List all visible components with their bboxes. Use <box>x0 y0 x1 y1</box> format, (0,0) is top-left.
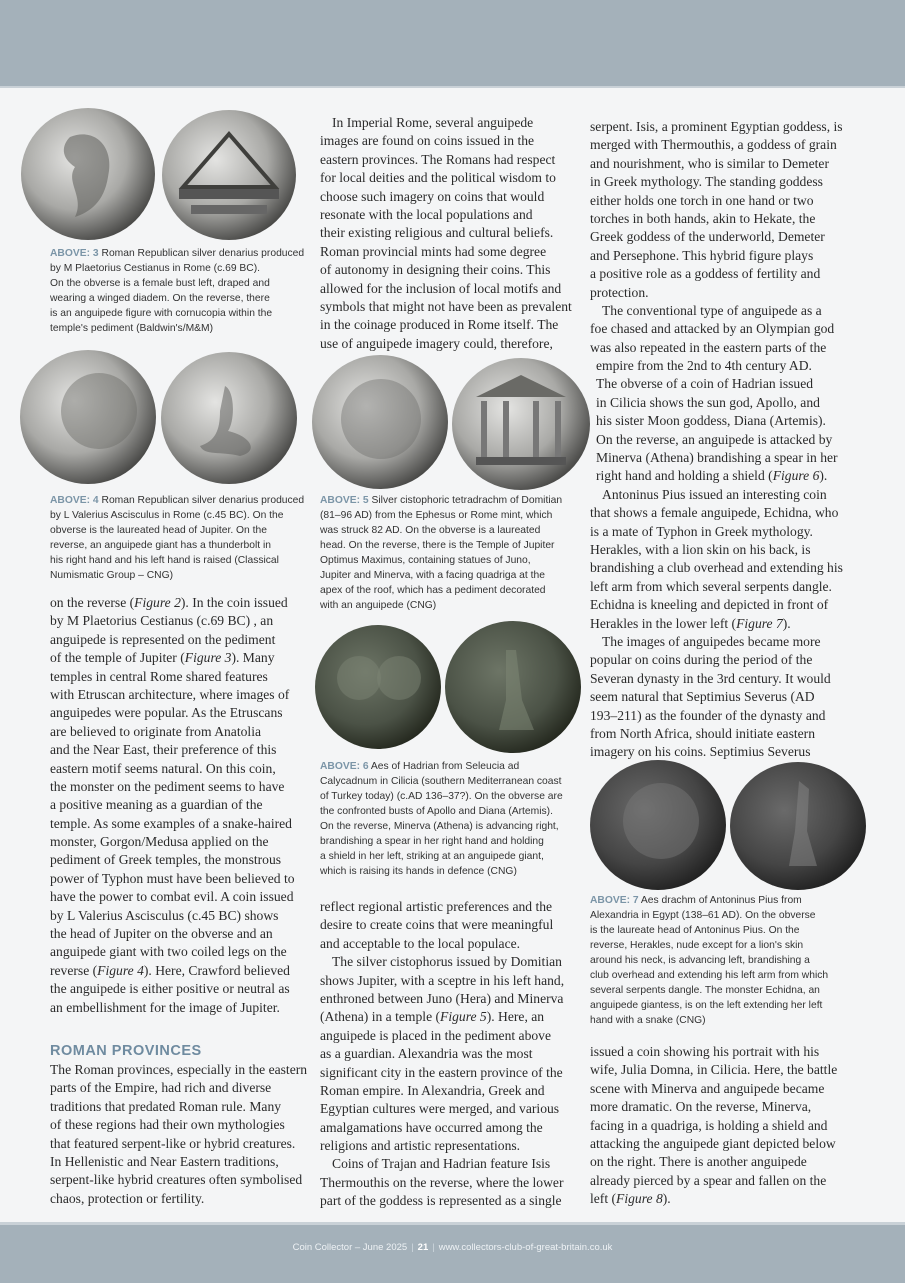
caption-line: Optimus Maximus, containing statues of Juno, <box>320 555 531 566</box>
fig3-caption <box>50 246 304 336</box>
text-line: The images of anguipedes became more <box>602 633 821 649</box>
text-line: and nourishment, who is similar to Demeter <box>590 155 829 171</box>
text-line: temple. As some examples of a snake-haired <box>50 815 292 831</box>
text-line: is a mate of Typhon in Greek mythology. <box>590 523 813 539</box>
text-line: attacking the anguipede giant depicted below <box>590 1135 836 1151</box>
text-line: anguipede is represented on the pediment <box>50 631 276 647</box>
text-line: by L Valerius Ascisculus (c.45 BC) shows <box>50 907 279 923</box>
fig3-reverse-coin-image <box>161 109 298 241</box>
col1-body-text <box>50 594 295 1017</box>
caption-line: his right hand and his left hand is raised (Classical <box>50 555 279 566</box>
text-line: allowed for the inclusion of local motifs and <box>320 280 562 296</box>
text-line: images are found on coins issued in the <box>320 133 535 149</box>
text-line: Severan dynasty in the 3rd century. It would <box>590 670 831 686</box>
caption-line: Jupiter and Minerva, with a facing quadriga at the <box>320 570 545 581</box>
text-line: on the right. There is another anguipede <box>590 1154 807 1170</box>
fig4-obverse-coin-image <box>19 349 157 486</box>
page-number: 21 <box>417 1242 429 1253</box>
text-line: anguipede is placed in the pediment above <box>320 1027 552 1043</box>
text-line: a positive role as a goddess of fertility and <box>590 266 821 282</box>
text-line: use of anguipede imagery could, therefore, <box>320 335 553 351</box>
text-line: on the reverse (Figure 2). In the coin issued <box>50 595 288 610</box>
text-line: pediment of Greek temples, the monstrous <box>50 852 282 868</box>
footer-url[interactable]: www.collectors-club-of-great-britain.co.uk <box>438 1242 613 1253</box>
col1-provinces-text <box>50 1061 307 1208</box>
text-line: and the Near East, their preference of this <box>50 742 277 758</box>
fig3-obverse-coin-image <box>20 107 156 241</box>
text-line: eastern motif seems natural. On this coin, <box>50 760 276 776</box>
fig6-caption <box>320 759 563 879</box>
header-band <box>0 0 905 88</box>
text-line: already pierced by a spear and fallen on the <box>590 1172 827 1188</box>
text-line: The obverse of a coin of Hadrian issued <box>596 376 814 392</box>
text-line: Greek goddess of the underworld, Demeter <box>590 229 825 245</box>
text-line: scene with Minerva and anguipede became <box>590 1080 825 1096</box>
text-line: for local deities and the political wisdom to <box>320 170 556 186</box>
caption-line: On the obverse is a female bust left, draped and <box>50 278 270 289</box>
text-line: anguipedes were popular. As the Etruscans <box>50 705 283 721</box>
caption-line: is the laureate head of Antoninus Pius. On the <box>590 925 800 936</box>
text-line: The silver cistophorus issued by Domitian <box>332 954 562 970</box>
caption-line: was struck 82 AD. On the obverse is a laureated <box>320 525 541 536</box>
caption-line: with an anguipede (CNG) <box>320 600 437 611</box>
text-line: of these regions had their own mythologies <box>50 1117 285 1133</box>
fig6-reverse-coin-image <box>444 620 582 754</box>
fig6-obverse-coin-image <box>314 623 442 751</box>
text-line: more dramatic. On the reverse, Minerva, <box>590 1099 812 1115</box>
text-line: eastern provinces. The Romans had respect <box>320 151 556 167</box>
text-line: as a guardian. Alexandria was the most <box>320 1046 533 1062</box>
text-line: chaos, protection or fertility. <box>50 1190 205 1206</box>
text-line: either holds one torch in one hand or two <box>590 192 814 208</box>
col2-bottom-text <box>320 898 564 1211</box>
caption-label: ABOVE: 6 <box>320 761 369 772</box>
text-line: In Imperial Rome, several anguipede <box>332 115 534 130</box>
text-line: protection. <box>590 284 649 300</box>
text-line: symbols that might not have been as prevalent <box>320 298 572 314</box>
text-line: seem natural that Septimius Severus (AD <box>590 689 815 705</box>
text-line: Echidna is kneeling and depicted in front of <box>590 597 829 613</box>
text-line: facing in a quadriga, is holding a shield and <box>590 1117 828 1133</box>
text-line: traditions that predated Roman rule. Many <box>50 1098 282 1114</box>
text-line: part of the goddess is represented as a single <box>320 1193 562 1209</box>
col3-bottom-text <box>590 1043 837 1209</box>
text-line: Egyptian cultures were merged, and various <box>320 1101 560 1117</box>
text-line: desire to create coins that were meaningful <box>320 917 554 933</box>
fig7-obverse-coin-image <box>589 759 727 891</box>
text-line: monster, Gorgon/Medusa applied on the <box>50 834 269 850</box>
caption-label: ABOVE: 5 <box>320 495 369 506</box>
text-line: Thermouthis on the reverse, where the lower <box>320 1174 564 1190</box>
text-line: and acceptable to the local populace. <box>320 935 521 951</box>
text-line: imagery on his coins. Septimius Severus <box>590 744 811 760</box>
text-line: religions and artistic representations. <box>320 1138 521 1154</box>
caption-label: ABOVE: 3 <box>50 248 99 259</box>
caption-line: brandishing a spear in her right hand and holding <box>320 836 544 847</box>
text-line: Roman provincial mints had some degree <box>320 243 547 259</box>
caption-line: (81–96 AD) from the Ephesus or Rome mint, which <box>320 510 553 521</box>
text-line: Herakles in the lower left (Figure 7). <box>590 615 791 631</box>
caption-line: Calycadnum in Cilicia (southern Mediterranean coast <box>320 776 562 787</box>
caption-line: Alexandria in Egypt (138–61 AD). On the obverse <box>590 910 816 921</box>
text-line: the head of Jupiter on the obverse and an <box>50 926 273 942</box>
col3-top-text <box>590 118 843 762</box>
caption-label: ABOVE: 4 <box>50 495 99 506</box>
text-line: serpent. Isis, a prominent Egyptian goddess, is <box>590 119 843 134</box>
caption-line: apex of the roof, which has a pediment decorated <box>320 585 546 596</box>
text-line: The Roman provinces, especially in the eastern <box>50 1062 308 1077</box>
caption-line: hand with a snake (CNG) <box>590 1015 706 1026</box>
text-line: Antoninus Pius issued an interesting coin <box>602 486 827 502</box>
caption-line: Numismatic Group – CNG) <box>50 570 174 581</box>
text-line: in Cilicia shows the sun god, Apollo, and <box>596 394 820 410</box>
text-line: the anguipede is either positive or neutral as <box>50 981 290 997</box>
text-line: anguipede giant with two coiled legs on the <box>50 944 287 960</box>
text-line: The conventional type of anguipede as a <box>602 302 822 318</box>
caption-line: is an anguipede figure with cornucopia within the <box>50 308 273 319</box>
text-line: Roman empire. In Alexandria, Greek and <box>320 1082 545 1098</box>
caption-line: wearing a winged diadem. On the reverse, there <box>50 293 270 304</box>
text-line: Herakles, with a lion skin on his back, is <box>590 541 811 557</box>
text-line: in Greek mythology. The standing goddess <box>590 174 823 190</box>
caption-line: head. On the reverse, there is the Temple of Jupiter <box>320 540 555 551</box>
text-line: resonate with the local populations and <box>320 206 533 222</box>
caption-line: ABOVE: 3 Roman Republican silver denarius produced <box>50 248 305 259</box>
text-line: torches in both hands, akin to Hekate, the <box>590 210 816 226</box>
fig7-reverse-coin-image <box>729 761 867 891</box>
col2-top-text <box>320 114 572 353</box>
caption-line: reverse, Herakles, nude except for a lion's skin <box>590 940 804 951</box>
text-line: left (Figure 8). <box>590 1191 671 1207</box>
text-line: and Persephone. This hybrid figure plays <box>590 247 814 263</box>
caption-line: by L Valerius Ascisculus in Rome (c.45 BC). On the <box>50 510 284 521</box>
text-line: the monster on the pediment seems to have <box>50 778 285 794</box>
text-line: his sister Moon goddess, Diana (Artemis). <box>596 413 826 429</box>
fig4-caption <box>50 493 304 583</box>
text-line: left arm from which several serpents dangle. <box>590 578 832 594</box>
caption-line: temple's pediment (Baldwin's/M&M) <box>50 323 214 334</box>
text-line: shows Jupiter, with a sceptre in his left hand, <box>320 972 565 988</box>
text-line: of the temple of Jupiter (Figure 3). Many <box>50 650 275 666</box>
text-line: reverse (Figure 4). Here, Crawford believed <box>50 962 290 978</box>
text-line: that featured serpent-like or hybrid creatures. <box>50 1135 296 1151</box>
text-line: power of Typhon must have been believed to <box>50 870 295 886</box>
caption-line: ABOVE: 6 Aes of Hadrian from Seleucia ad <box>320 761 520 772</box>
text-line: with Etruscan architecture, where images of <box>50 686 290 702</box>
text-line: amalgamations have occurred among the <box>320 1119 543 1135</box>
section-heading: ROMAN PROVINCES <box>50 1043 202 1059</box>
text-line: foe chased and attacked by an Olympian god <box>590 321 835 337</box>
caption-line: ABOVE: 5 Silver cistophoric tetradrachm of Domitian <box>320 495 563 506</box>
text-line: that shows a female anguipede, Echidna, who <box>590 505 839 521</box>
text-line: significant city in the eastern province of the <box>320 1064 563 1080</box>
fig5-caption <box>320 493 562 613</box>
text-line: parts of the Empire, had rich and diverse <box>50 1080 272 1096</box>
text-line: right hand and holding a shield (Figure 6). <box>596 468 828 484</box>
footer-magazine: Coin Collector – June 2025 <box>292 1242 408 1253</box>
text-line: (Athena) in a temple (Figure 5). Here, an <box>320 1009 545 1025</box>
caption-line: a shield in her left, striking at an anguipede giant, <box>320 851 544 862</box>
text-line: in the coinage produced in Rome itself. The <box>320 317 559 333</box>
text-line: issued a coin showing his portrait with his <box>590 1044 820 1059</box>
caption-line: of Turkey today) (c.AD 136–37?). On the obverse are <box>320 791 563 802</box>
text-line: brandishing a club overhead and extending his <box>590 560 843 576</box>
caption-line: club overhead and extending his left arm from which <box>590 970 829 981</box>
text-line: popular on coins during the period of the <box>590 652 813 668</box>
fig5-reverse-coin-image <box>451 357 591 491</box>
text-line: reflect regional artistic preferences and the <box>320 899 553 914</box>
text-line: merged with Thermouthis, a goddess of grain <box>590 137 837 153</box>
text-line: Coins of Trajan and Hadrian feature Isis <box>332 1156 551 1172</box>
caption-line: around his neck, is advancing left, brandishing a <box>590 955 810 966</box>
text-line: their existing religious and cultural beliefs. <box>320 225 554 241</box>
caption-line: by M Plaetorius Cestianus in Rome (c.69 BC). <box>50 263 261 274</box>
text-line: On the reverse, an anguipede is attacked by <box>596 431 833 447</box>
fig4-reverse-coin-image <box>160 351 299 486</box>
text-line: Minerva (Athena) brandishing a spear in her <box>596 450 838 466</box>
caption-line: which is raising its hands in defence (CNG) <box>320 866 517 877</box>
text-line: from North Africa, should initiate eastern <box>590 725 815 741</box>
text-line: have the power to combat evil. A coin issued <box>50 889 294 905</box>
caption-line: On the reverse, Minerva (Athena) is advancing right, <box>320 821 559 832</box>
caption-line: the confronted busts of Apollo and Diana (Artemis). <box>320 806 553 817</box>
caption-line: ABOVE: 7 Aes drachm of Antoninus Pius from <box>590 895 802 906</box>
text-line: by M Plaetorius Cestianus (c.69 BC) , an <box>50 613 274 629</box>
text-line: In Hellenistic and Near Eastern traditions, <box>50 1153 279 1169</box>
text-line: serpent-like hybrid creatures often symbolised <box>50 1172 303 1188</box>
caption-line: reverse, an anguipede giant has a thunderbolt in <box>50 540 271 551</box>
text-line: 193–211) as the founder of the dynasty and <box>590 707 826 723</box>
text-line: wife, Julia Domna, in Cilicia. Here, the battle <box>590 1062 838 1078</box>
text-line: temples in central Rome shared features <box>50 668 268 684</box>
text-line: was also repeated in the eastern parts of the <box>590 339 827 355</box>
text-line: of autonomy in designing their coins. This <box>320 262 551 278</box>
caption-line: ABOVE: 4 Roman Republican silver denarius produced <box>50 495 305 506</box>
caption-line: several serpents dangle. The monster Echidna, an <box>590 985 820 996</box>
text-line: enthroned between Juno (Hera) and Minerva <box>320 990 564 1006</box>
caption-line: obverse is the laureated head of Jupiter. On the <box>50 525 267 536</box>
text-line: an embellishment for the image of Jupiter. <box>50 999 280 1015</box>
text-line: are believed to originate from Anatolia <box>50 723 262 739</box>
caption-line: anguipede giantess, is on the left extending her left <box>590 1000 823 1011</box>
fig5-obverse-coin-image <box>311 354 449 491</box>
text-line: a positive meaning as a guardian of the <box>50 797 263 813</box>
caption-label: ABOVE: 7 <box>590 895 639 906</box>
text-line: empire from the 2nd to 4th century AD. <box>596 358 812 374</box>
fig7-caption <box>590 893 828 1028</box>
text-line: choose such imagery on coins that would <box>320 188 545 204</box>
footer: Coin Collector – June 2025 | 21 | www.collectors-club-of-great-britain.co.uk <box>292 1242 613 1253</box>
